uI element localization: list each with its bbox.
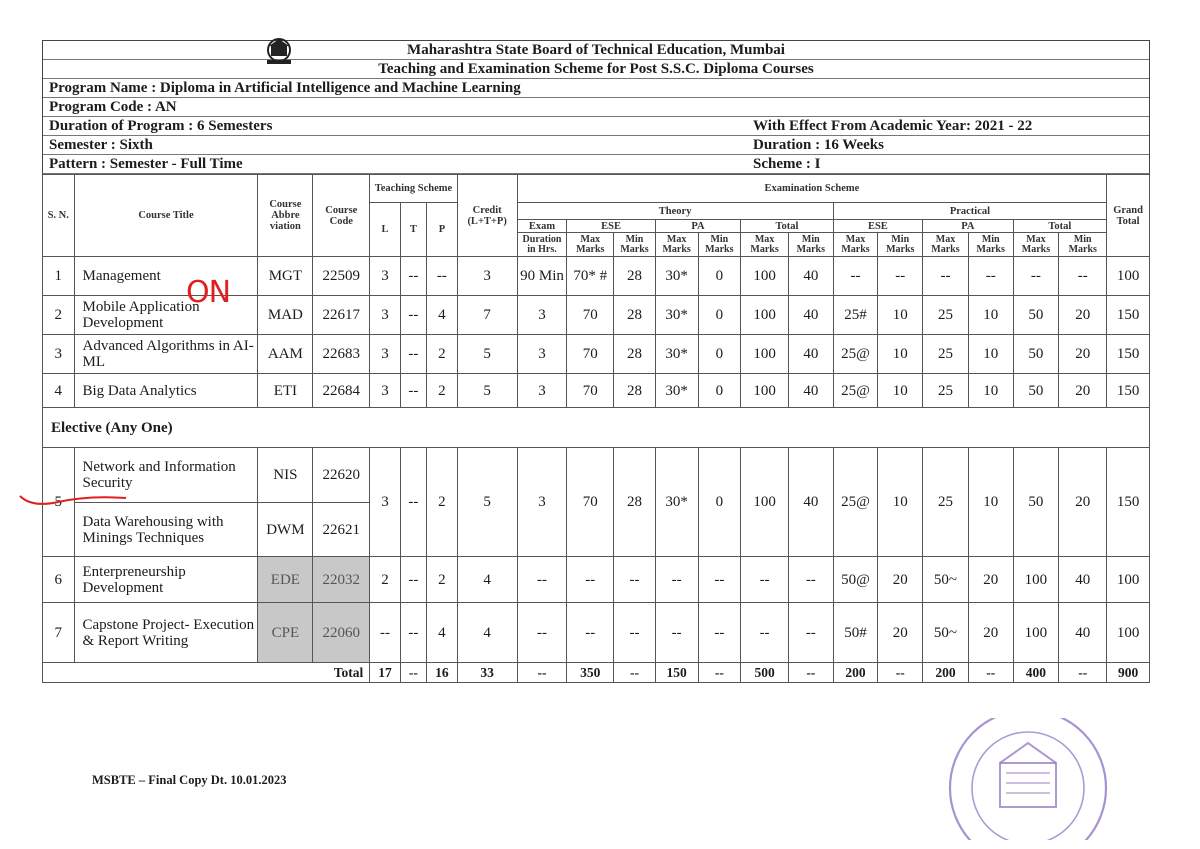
pr-tot-max: -- — [1013, 257, 1059, 296]
code: 22509 — [313, 257, 370, 296]
pr-ese-max: 25@ — [833, 335, 878, 374]
th-tot-max: 100 — [741, 257, 789, 296]
total-th-pa-max: 150 — [655, 663, 698, 683]
p: 4 — [427, 296, 458, 335]
th-ese-min: -- — [614, 557, 656, 603]
pr-tot-max: 50 — [1013, 448, 1059, 557]
total-grand: 900 — [1107, 663, 1150, 683]
col-abbreviation: Course Abbre viation — [258, 175, 313, 257]
grand: 100 — [1107, 557, 1150, 603]
col-min: Min Marks — [788, 233, 833, 257]
course-title: Mobile Application Development — [74, 296, 258, 335]
pr-tot-max: 100 — [1013, 603, 1059, 663]
col-duration-hrs: Duration in Hrs. — [517, 233, 567, 257]
total-l: 17 — [370, 663, 400, 683]
total-th-ese-min: -- — [614, 663, 656, 683]
th-ese-max: 70 — [567, 296, 614, 335]
total-credit: 33 — [457, 663, 517, 683]
credit: 4 — [457, 603, 517, 663]
dur: 3 — [517, 448, 567, 557]
scheme-sheet — [42, 40, 1150, 683]
col-practical-pa: PA — [923, 220, 1013, 233]
l: 3 — [370, 374, 400, 408]
col-theory-ese: ESE — [567, 220, 655, 233]
col-min: Min Marks — [698, 233, 741, 257]
pr-tot-max: 50 — [1013, 374, 1059, 408]
elective-heading-row — [43, 408, 1150, 448]
col-practical: Practical — [833, 203, 1107, 220]
pattern: Pattern : Semester - Full Time — [49, 156, 243, 172]
pr-ese-min: 10 — [878, 448, 923, 557]
course-title: Data Warehousing with Minings Techniques — [74, 503, 258, 557]
code: 22032 — [313, 557, 370, 603]
sn: 1 — [43, 257, 75, 296]
total-pr-pa-min: -- — [968, 663, 1013, 683]
pr-tot-max: 100 — [1013, 557, 1059, 603]
pr-pa-min: 20 — [968, 603, 1013, 663]
col-min: Min Marks — [878, 233, 923, 257]
credit: 5 — [457, 448, 517, 557]
pr-tot-min: 20 — [1059, 296, 1107, 335]
col-max: Max Marks — [833, 233, 878, 257]
scheme-title: Teaching and Examination Scheme for Post S.S.C. Diploma Courses — [43, 60, 1149, 79]
grand: 100 — [1107, 257, 1150, 296]
col-practical-ese: ESE — [833, 220, 922, 233]
t: -- — [400, 603, 426, 663]
t: -- — [400, 296, 426, 335]
credit: 7 — [457, 296, 517, 335]
duration-line — [43, 117, 1149, 136]
total-th-tot-max: 500 — [741, 663, 789, 683]
col-code: Course Code — [313, 175, 370, 257]
t: -- — [400, 335, 426, 374]
col-theory-pa: PA — [655, 220, 740, 233]
t: -- — [400, 257, 426, 296]
th-pa-min: 0 — [698, 296, 741, 335]
table-row — [43, 557, 1150, 603]
col-grand-total: Grand Total — [1107, 175, 1150, 257]
col-min: Min Marks — [968, 233, 1013, 257]
pr-ese-max: 25# — [833, 296, 878, 335]
program-name: Program Name : Diploma in Artificial Intelligence and Machine Learning — [43, 79, 1149, 98]
sn: 4 — [43, 374, 75, 408]
abbr: MGT — [258, 257, 313, 296]
abbr: AAM — [258, 335, 313, 374]
col-max: Max Marks — [655, 233, 698, 257]
pr-ese-min: 10 — [878, 374, 923, 408]
total-label: Total — [43, 663, 370, 683]
abbr: EDE — [258, 557, 313, 603]
col-practical-total: Total — [1013, 220, 1107, 233]
th-pa-max: -- — [655, 603, 698, 663]
total-th-tot-min: -- — [788, 663, 833, 683]
code: 22620 — [313, 448, 370, 503]
abbr: CPE — [258, 603, 313, 663]
col-course-title: Course Title — [74, 175, 258, 257]
sn: 3 — [43, 335, 75, 374]
grand: 150 — [1107, 335, 1150, 374]
th-ese-max: -- — [567, 557, 614, 603]
col-max: Max Marks — [923, 233, 969, 257]
grand: 150 — [1107, 374, 1150, 408]
handwritten-check-icon — [18, 490, 128, 512]
col-l: L — [370, 203, 400, 257]
th-tot-max: 100 — [741, 296, 789, 335]
th-tot-min: 40 — [788, 374, 833, 408]
sn: 2 — [43, 296, 75, 335]
pr-pa-max: 25 — [923, 296, 969, 335]
p: 2 — [427, 335, 458, 374]
code: 22684 — [313, 374, 370, 408]
sn: 6 — [43, 557, 75, 603]
pr-ese-min: 20 — [878, 603, 923, 663]
th-tot-min: 40 — [788, 448, 833, 557]
col-exam: Exam — [517, 220, 567, 233]
course-title: Enterpreneurship Development — [74, 557, 258, 603]
total-row — [43, 663, 1150, 683]
th-ese-min: 28 — [614, 374, 656, 408]
pr-tot-min: 40 — [1059, 603, 1107, 663]
th-pa-min: -- — [698, 557, 741, 603]
table-row — [43, 335, 1150, 374]
col-max: Max Marks — [567, 233, 614, 257]
table-row — [43, 374, 1150, 408]
t: -- — [400, 374, 426, 408]
code: 22683 — [313, 335, 370, 374]
total-t: -- — [400, 663, 426, 683]
table-row — [43, 448, 1150, 503]
th-pa-max: 30* — [655, 448, 698, 557]
th-ese-max: 70* # — [567, 257, 614, 296]
course-title: Network and Information Security — [74, 448, 258, 503]
th-tot-min: 40 — [788, 335, 833, 374]
scheme: Scheme : I — [753, 156, 821, 172]
scheme-table — [42, 174, 1150, 683]
pr-pa-min: 10 — [968, 335, 1013, 374]
col-theory-total: Total — [741, 220, 833, 233]
footer-note: MSBTE – Final Copy Dt. 10.01.2023 — [92, 773, 287, 787]
th-pa-min: 0 — [698, 257, 741, 296]
total-pr-tot-max: 400 — [1013, 663, 1059, 683]
th-pa-max: 30* — [655, 257, 698, 296]
total-th-ese-max: 350 — [567, 663, 614, 683]
dur: 90 Min — [517, 257, 567, 296]
pr-pa-max: 25 — [923, 374, 969, 408]
th-tot-max: -- — [741, 603, 789, 663]
semester: Semester : Sixth — [49, 137, 153, 153]
th-tot-max: 100 — [741, 335, 789, 374]
th-pa-min: 0 — [698, 448, 741, 557]
pr-pa-max: -- — [923, 257, 969, 296]
th-pa-min: 0 — [698, 335, 741, 374]
pr-ese-min: 20 — [878, 557, 923, 603]
th-ese-min: 28 — [614, 296, 656, 335]
th-ese-max: 70 — [567, 448, 614, 557]
total-pr-ese-min: -- — [878, 663, 923, 683]
msbte-logo-icon — [259, 36, 299, 68]
dur: 3 — [517, 296, 567, 335]
total-pr-pa-max: 200 — [923, 663, 969, 683]
pr-pa-min: 10 — [968, 374, 1013, 408]
board-name: Maharashtra State Board of Technical Education, Mumbai — [43, 41, 1149, 60]
pr-ese-min: 10 — [878, 335, 923, 374]
pr-tot-min: 20 — [1059, 335, 1107, 374]
effect-from: With Effect From Academic Year: 2021 - 22 — [753, 118, 1033, 134]
credit: 5 — [457, 374, 517, 408]
pr-pa-max: 25 — [923, 335, 969, 374]
l: 3 — [370, 257, 400, 296]
pr-pa-min: -- — [968, 257, 1013, 296]
th-pa-max: 30* — [655, 335, 698, 374]
duration-program: Duration of Program : 6 Semesters — [49, 118, 273, 134]
sn: 7 — [43, 603, 75, 663]
th-ese-min: 28 — [614, 335, 656, 374]
t: -- — [400, 557, 426, 603]
credit: 4 — [457, 557, 517, 603]
abbr: ETI — [258, 374, 313, 408]
course-title: Big Data Analytics — [74, 374, 258, 408]
th-ese-min: -- — [614, 603, 656, 663]
pr-pa-min: 10 — [968, 448, 1013, 557]
pr-tot-min: 20 — [1059, 374, 1107, 408]
th-pa-max: -- — [655, 557, 698, 603]
code: 22617 — [313, 296, 370, 335]
pr-tot-max: 50 — [1013, 335, 1059, 374]
grand: 150 — [1107, 448, 1150, 557]
col-p: P — [427, 203, 458, 257]
total-pr-tot-min: -- — [1059, 663, 1107, 683]
document-header — [42, 40, 1150, 174]
pr-pa-min: 10 — [968, 296, 1013, 335]
th-pa-min: 0 — [698, 374, 741, 408]
table-row — [43, 603, 1150, 663]
total-pr-ese-max: 200 — [833, 663, 878, 683]
pr-tot-max: 50 — [1013, 296, 1059, 335]
pr-tot-min: 20 — [1059, 448, 1107, 557]
sn: 5 — [43, 448, 75, 557]
col-min: Min Marks — [614, 233, 656, 257]
program-code: Program Code : AN — [43, 98, 1149, 117]
th-pa-min: -- — [698, 603, 741, 663]
semester-line — [43, 136, 1149, 155]
pr-ese-max: 50# — [833, 603, 878, 663]
l: 2 — [370, 557, 400, 603]
l: 3 — [370, 448, 400, 557]
course-title: Capstone Project- Execution & Report Writing — [74, 603, 258, 663]
course-title: Advanced Algorithms in AI-ML — [74, 335, 258, 374]
col-teaching-scheme: Teaching Scheme — [370, 175, 457, 203]
p: -- — [427, 257, 458, 296]
pr-tot-min: -- — [1059, 257, 1107, 296]
duration-weeks: Duration : 16 Weeks — [753, 137, 884, 153]
th-tot-min: -- — [788, 557, 833, 603]
dur: 3 — [517, 374, 567, 408]
course-title: Management — [74, 257, 258, 296]
col-t: T — [400, 203, 426, 257]
abbr: DWM — [258, 503, 313, 557]
grand: 150 — [1107, 296, 1150, 335]
dur: -- — [517, 603, 567, 663]
th-ese-min: 28 — [614, 257, 656, 296]
pr-ese-max: 25@ — [833, 374, 878, 408]
col-theory: Theory — [517, 203, 833, 220]
pr-pa-min: 20 — [968, 557, 1013, 603]
th-tot-min: 40 — [788, 257, 833, 296]
th-pa-max: 30* — [655, 296, 698, 335]
pr-ese-max: 50@ — [833, 557, 878, 603]
handwritten-on-mark: ON — [186, 275, 231, 310]
p: 2 — [427, 374, 458, 408]
pr-tot-min: 40 — [1059, 557, 1107, 603]
t: -- — [400, 448, 426, 557]
pr-pa-max: 50~ — [923, 603, 969, 663]
credit: 5 — [457, 335, 517, 374]
l: 3 — [370, 296, 400, 335]
code: 22621 — [313, 503, 370, 557]
col-max: Max Marks — [741, 233, 789, 257]
dur: 3 — [517, 335, 567, 374]
pr-ese-min: 10 — [878, 296, 923, 335]
pr-ese-max: -- — [833, 257, 878, 296]
dur: -- — [517, 557, 567, 603]
th-tot-min: 40 — [788, 296, 833, 335]
col-max: Max Marks — [1013, 233, 1059, 257]
pr-pa-max: 50~ — [923, 557, 969, 603]
p: 2 — [427, 448, 458, 557]
total-p: 16 — [427, 663, 458, 683]
elective-heading: Elective (Any One) — [43, 408, 1150, 448]
official-seal-icon — [940, 718, 1110, 840]
col-examination-scheme: Examination Scheme — [517, 175, 1107, 203]
abbr: NIS — [258, 448, 313, 503]
pr-ese-max: 25@ — [833, 448, 878, 557]
th-ese-max: -- — [567, 603, 614, 663]
col-min: Min Marks — [1059, 233, 1107, 257]
col-credit: Credit (L+T+P) — [457, 175, 517, 257]
th-tot-max: -- — [741, 557, 789, 603]
pattern-line — [43, 155, 1149, 174]
th-ese-min: 28 — [614, 448, 656, 557]
total-dur: -- — [517, 663, 567, 683]
abbr: MAD — [258, 296, 313, 335]
p: 2 — [427, 557, 458, 603]
col-sn: S. N. — [43, 175, 75, 257]
th-pa-max: 30* — [655, 374, 698, 408]
th-tot-max: 100 — [741, 448, 789, 557]
th-ese-max: 70 — [567, 374, 614, 408]
th-tot-max: 100 — [741, 374, 789, 408]
pr-ese-min: -- — [878, 257, 923, 296]
th-ese-max: 70 — [567, 335, 614, 374]
credit: 3 — [457, 257, 517, 296]
l: 3 — [370, 335, 400, 374]
l: -- — [370, 603, 400, 663]
p: 4 — [427, 603, 458, 663]
total-th-pa-min: -- — [698, 663, 741, 683]
grand: 100 — [1107, 603, 1150, 663]
pr-pa-max: 25 — [923, 448, 969, 557]
code: 22060 — [313, 603, 370, 663]
th-tot-min: -- — [788, 603, 833, 663]
